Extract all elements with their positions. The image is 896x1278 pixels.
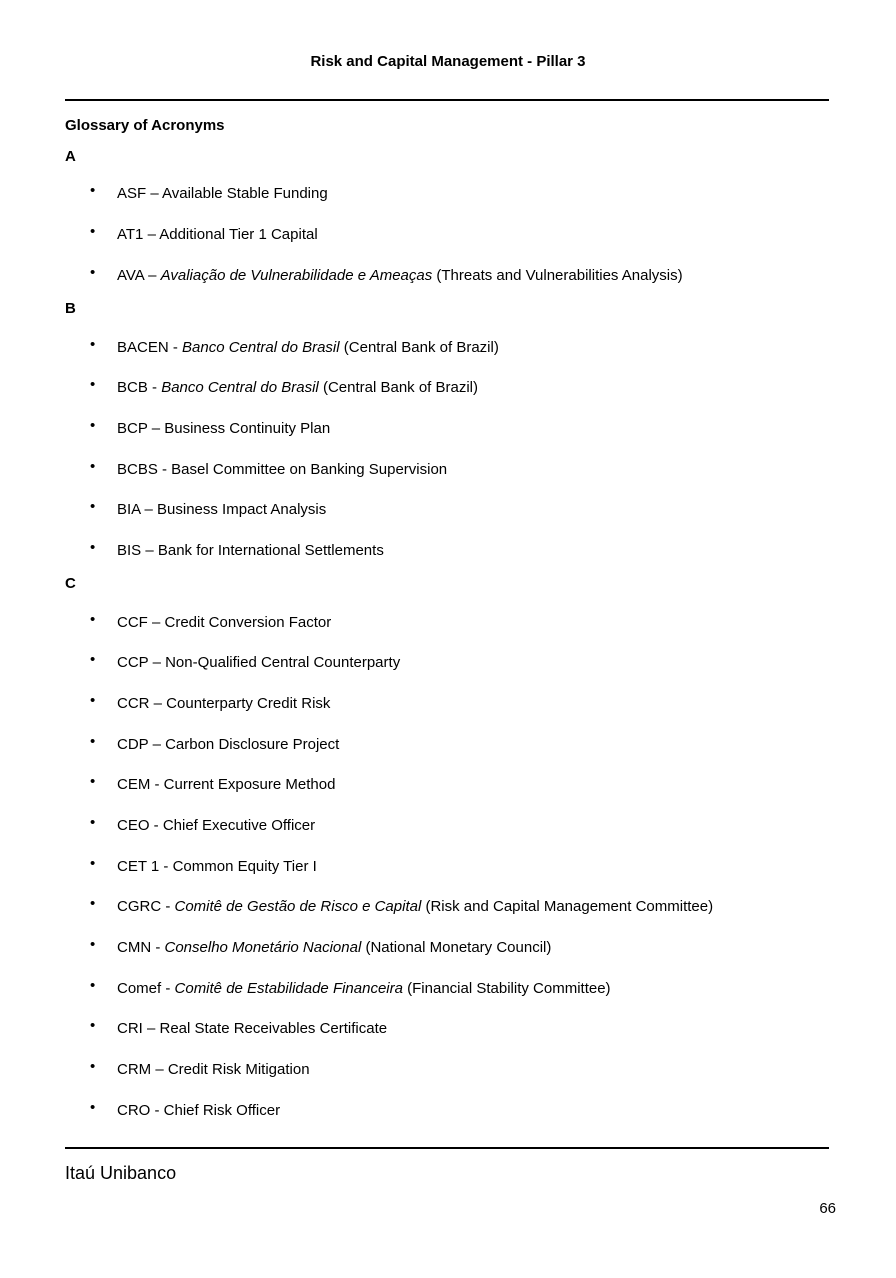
acronym-text: CCR – Counterparty Credit Risk [117,695,331,712]
acronym-text: CDP – Carbon Disclosure Project [117,736,340,753]
acronym-suffix: (Central Bank of Brazil) [318,379,479,396]
footer-company-name: Itaú Unibanco [65,1163,177,1183]
section-letter-a: A [65,148,76,165]
glossary-item [90,1017,388,1037]
glossary-title: Glossary of Acronyms [65,117,225,134]
bullet-icon: • [90,733,96,750]
acronym-italic: Banco Central do Brasil [161,379,319,396]
acronym-italic: Comitê de Gestão de Risco e Capital [174,898,422,915]
bullet-icon: • [90,498,96,515]
acronym-italic: Comitê de Estabilidade Financeira [174,980,403,997]
bullet-icon: • [90,376,96,393]
glossary-item [90,814,316,834]
glossary-item [90,936,552,956]
bullet-icon: • [90,264,96,281]
acronym-text: CEM - Current Exposure Method [117,776,336,793]
acronym-text: BCP – Business Continuity Plan [117,420,331,437]
acronym-text: ASF – Available Stable Funding [117,185,328,202]
acronym-text: CRM – Credit Risk Mitigation [117,1061,310,1078]
acronym-text: BACEN - [117,339,183,356]
bullet-icon: • [90,1058,96,1075]
acronym-text: CCP – Non-Qualified Central Counterparty [117,654,401,671]
bullet-icon: • [90,773,96,790]
glossary-item [90,1099,281,1119]
glossary-item [90,895,714,915]
acronym-text: BIS – Bank for International Settlements [117,542,384,559]
glossary-item [90,611,332,631]
bullet-icon: • [90,651,96,668]
acronym-suffix: (Threats and Vulnerabilities Analysis) [432,267,683,284]
glossary-item [90,733,340,753]
glossary-item [90,692,331,712]
bullet-icon: • [90,539,96,556]
bullet-icon: • [90,611,96,628]
acronym-suffix: (Central Bank of Brazil) [339,339,499,356]
page-number: 66 [819,1200,836,1217]
bullet-icon: • [90,417,96,434]
glossary-item [90,651,401,671]
acronym-suffix: (Financial Stability Committee) [402,980,611,997]
glossary-item [90,539,384,559]
bullet-icon: • [90,936,96,953]
bullet-icon: • [90,1017,96,1034]
section-letter-c: C [65,575,76,592]
acronym-suffix: (Risk and Capital Management Committee) [421,898,714,915]
bullet-icon: • [90,692,96,709]
acronym-text: AVA – [117,267,161,284]
header-divider [65,99,829,101]
acronym-text: BIA – Business Impact Analysis [117,501,327,518]
acronym-italic: Conselho Monetário Nacional [164,939,362,956]
acronym-italic: Avaliação de Vulnerabilidade e Ameaças [160,267,433,284]
glossary-item [90,773,336,793]
glossary-item [90,376,479,396]
glossary-item [90,1058,310,1078]
glossary-item [90,458,448,478]
bullet-icon: • [90,182,96,199]
glossary-item [90,417,331,437]
section-letter-b: B [65,300,76,317]
acronym-italic: Banco Central do Brasil [182,339,340,356]
bullet-icon: • [90,814,96,831]
bullet-icon: • [90,458,96,475]
acronym-text: AT1 – Additional Tier 1 Capital [117,226,318,243]
glossary-item [90,182,328,202]
acronym-text: CET 1 - Common Equity Tier I [117,858,317,875]
bullet-icon: • [90,223,96,240]
acronym-text: Comef - [117,980,175,997]
acronym-suffix: (National Monetary Council) [361,939,552,956]
bullet-icon: • [90,977,96,994]
bullet-icon: • [90,1099,96,1116]
glossary-item [90,336,499,356]
footer-divider [65,1147,829,1149]
glossary-item [90,223,318,243]
acronym-text: BCBS - Basel Committee on Banking Supervision [117,461,448,478]
acronym-text: BCB - [117,379,162,396]
glossary-item [90,264,683,284]
acronym-text: CRI – Real State Receivables Certificate [117,1020,388,1037]
page-header-title: Risk and Capital Management - Pillar 3 [310,53,586,70]
glossary-item [90,498,327,518]
acronym-text: CEO - Chief Executive Officer [117,817,316,834]
acronym-text: CCF – Credit Conversion Factor [117,614,332,631]
acronym-text: CGRC - [117,898,175,915]
bullet-icon: • [90,895,96,912]
glossary-item [90,977,611,997]
bullet-icon: • [90,855,96,872]
acronym-text: CMN - [117,939,165,956]
bullet-icon: • [90,336,96,353]
acronym-text: CRO - Chief Risk Officer [117,1102,281,1119]
glossary-item [90,855,317,875]
